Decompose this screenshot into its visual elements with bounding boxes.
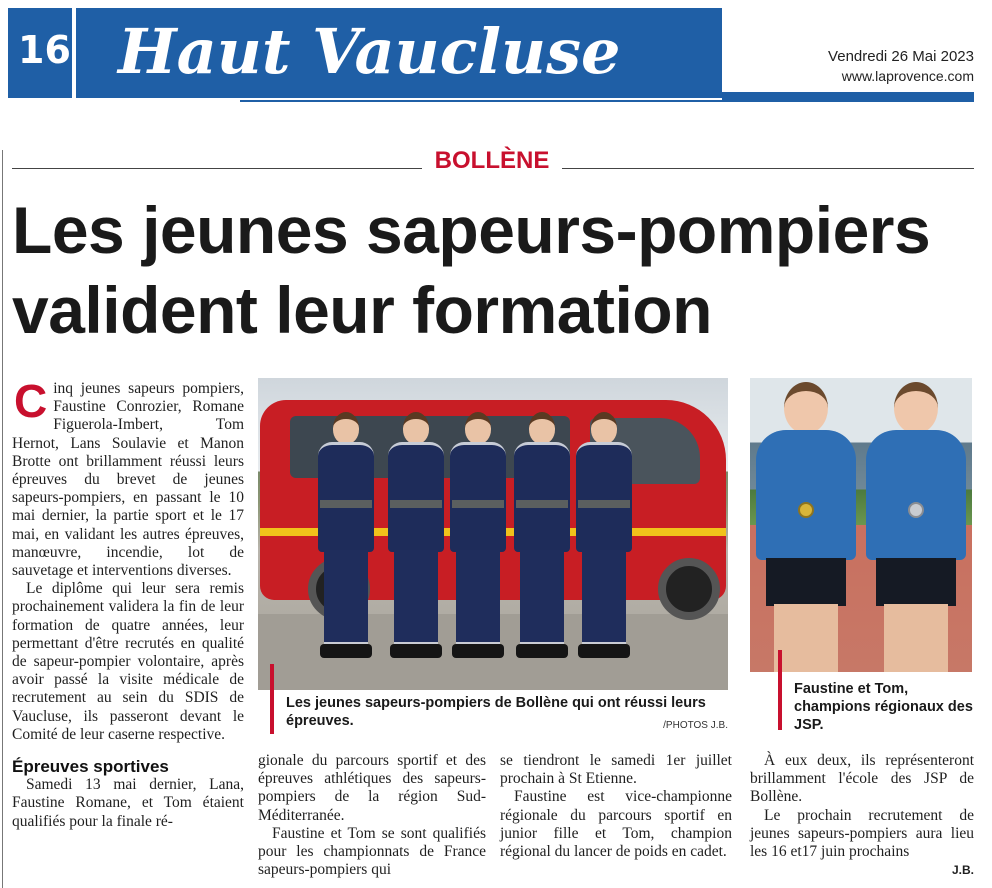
photo-caption-1: Les jeunes sapeurs-pompiers de Bollène qui ont réussi leurs épreuves. (286, 695, 706, 729)
author-signoff: J.B. (951, 863, 974, 878)
champions-photo (750, 378, 972, 672)
publication-url[interactable]: www.laprovence.com (841, 68, 974, 84)
caption-accent-bar (270, 664, 274, 734)
athlete-figure (754, 382, 858, 672)
article-paragraph: Faustine et Tom se sont qualifiés pour les championnats de France sapeurs-pompiers qui (258, 824, 486, 879)
photo-caption-2: Faustine et Tom, champions régionaux des JSP. (794, 681, 973, 733)
firefighter-figure (512, 412, 572, 662)
athlete-figure (864, 382, 968, 672)
firefighter-figure (316, 412, 376, 662)
paragraph-text: inq jeunes sapeurs pompiers, Faustine Conrozier, Romane Figuerola-Imbert, Tom Hernot, Lans Soulavie et Manon Brotte ont brillamment réussi leurs épreuves du brevet de jeunes sapeurs-pompiers, en passant le 10 mai dernier, la partie sport et le 17 mai, en validant les autres épreuves, manœuvre, incendie, lot de sauvetage et interventions diverses. (12, 380, 244, 580)
firefighter-figure (574, 412, 634, 662)
article-paragraph: À eux deux, ils représenteront brillamment l'école des JSP de Bollène. (750, 752, 974, 806)
page-edge-rule (2, 150, 3, 888)
article-column-4 (750, 752, 974, 879)
article-paragraph: Le prochain recrutement de jeunes sapeurs-pompiers aura lieu les 16 et17 juin prochains (750, 806, 974, 861)
drop-cap: C (14, 375, 48, 427)
header-thin-rule (240, 100, 974, 102)
article-paragraph: gionale du parcours sportif et des épreuves athlétiques des sapeurs-pompiers de la région Sud-Méditerranée. (258, 752, 486, 824)
article-column-1 (12, 375, 244, 831)
group-photo (258, 378, 728, 690)
article-paragraph: Faustine est vice-championne régionale du parcours sportif en junior fille et Tom, champion régional du lancer de poids en cadet. (500, 788, 732, 861)
article-paragraph-3: Samedi 13 mai dernier, Lana, Faustine Romane, et Tom étaient qualifiés pour la finale ré- (12, 776, 244, 830)
caption-accent-bar (778, 650, 782, 730)
van-wheel (658, 558, 720, 620)
headline: Les jeunes sapeurs-pompiers valident leur formation (12, 193, 931, 347)
header-separator (72, 8, 76, 98)
section-label: BOLLÈNE (434, 147, 550, 174)
firefighter-figure (386, 412, 446, 662)
photo-credit: /PHOTOS J.B. (663, 720, 728, 731)
firefighter-figure (448, 412, 508, 662)
article-paragraph-1 (12, 375, 244, 580)
article-paragraph: se tiendront le samedi 1er juillet prochain à St Etienne. (500, 752, 732, 788)
page-number: 16 (18, 28, 71, 72)
section-rule-left (12, 168, 422, 169)
article-column-2 (258, 752, 486, 879)
publication-date: Vendredi 26 Mai 2023 (828, 48, 974, 65)
section-rule-right (562, 168, 974, 169)
article-paragraph-2: Le diplôme qui leur sera remis prochainement validera la fin de leur formation de quatre années, leur permettant d'être recrutés en qualité de sapeur-pompier volontaire, après avoir passé la visite médicale de recrutement au sein du SDIS de Vaucluse, ils passeront devant le Comité de leur caserne respective. (12, 580, 244, 743)
section-title: Haut Vaucluse (118, 15, 621, 88)
subheading: Épreuves sportives (12, 757, 169, 777)
article-column-3 (500, 752, 732, 861)
